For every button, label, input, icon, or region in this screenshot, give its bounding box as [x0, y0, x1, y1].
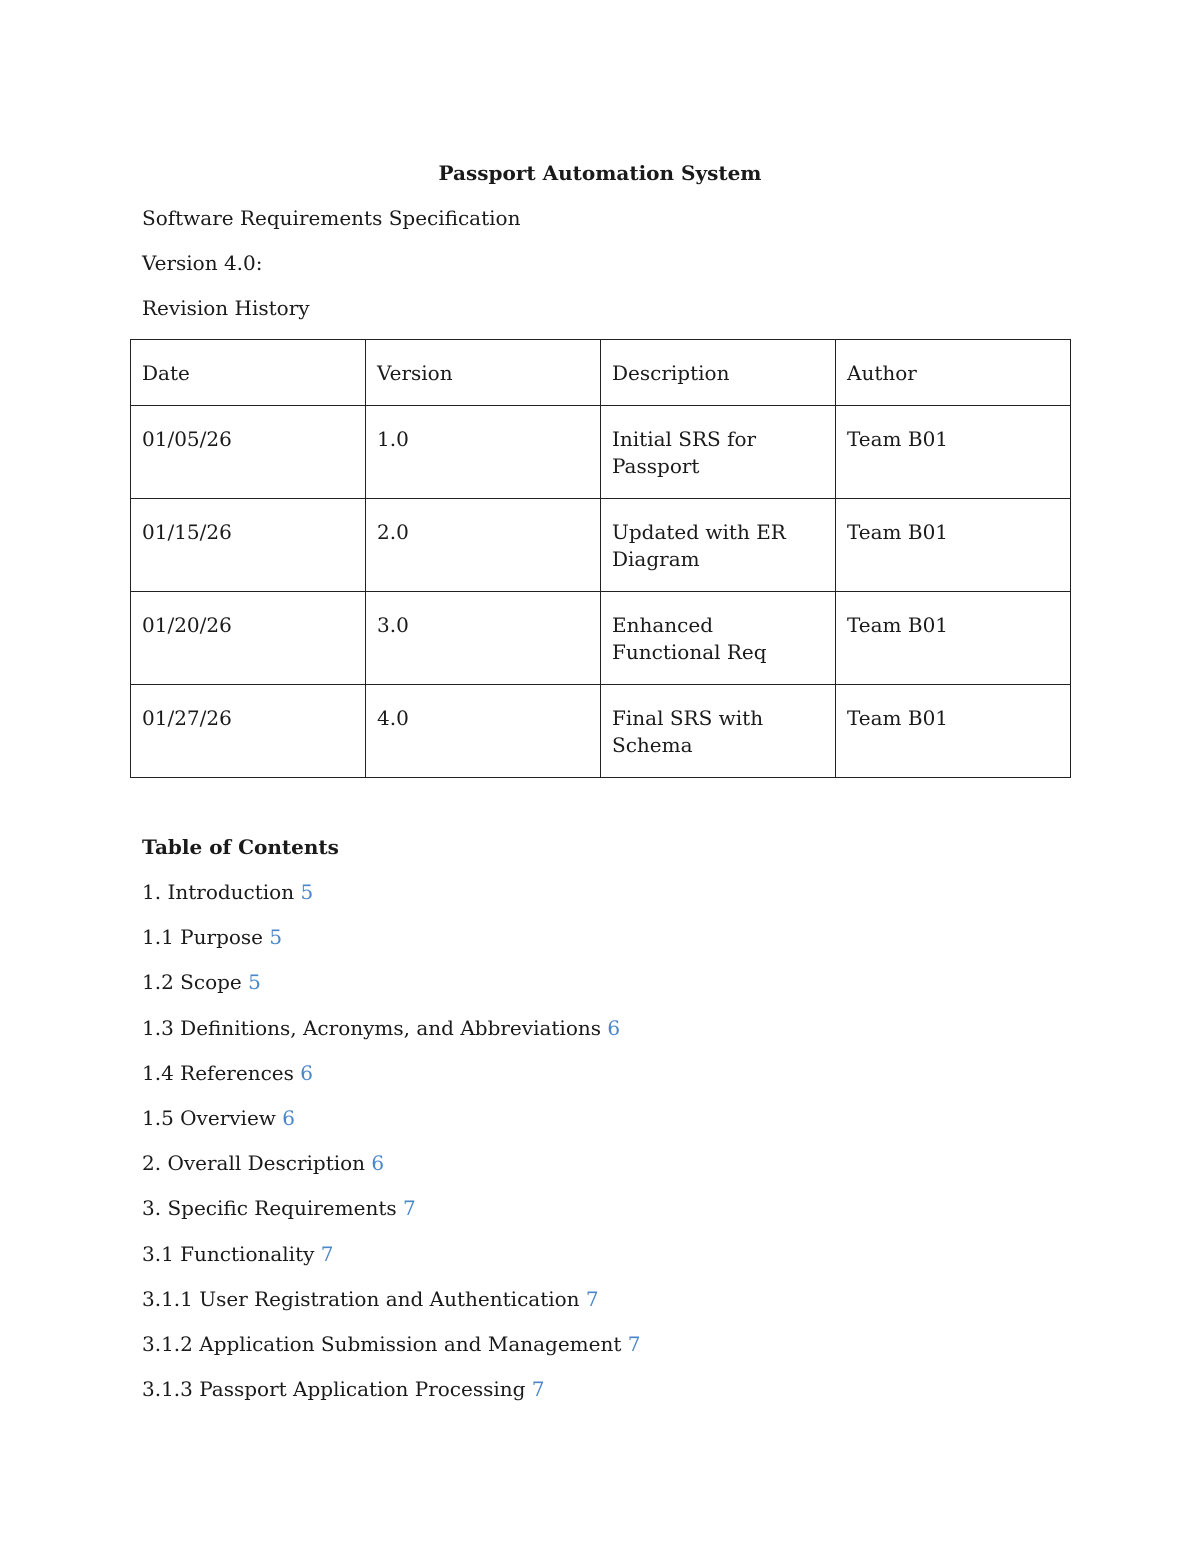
toc-page-link[interactable]: 6 — [607, 1015, 621, 1040]
cell-author: Team B01 — [836, 685, 1071, 778]
toc-page-link[interactable]: 6 — [371, 1151, 385, 1176]
toc-page-link[interactable]: 5 — [248, 970, 261, 995]
cell-author: Team B01 — [836, 406, 1071, 499]
header-description: Description — [601, 340, 836, 406]
toc-entry[interactable] — [142, 1103, 641, 1148]
toc-entry-label: 3.1.2 Application Submission and Management — [142, 1331, 622, 1356]
toc-entry[interactable] — [142, 967, 641, 1012]
cell-version: 3.0 — [366, 592, 601, 685]
header-version: Version — [366, 340, 601, 406]
toc-entry-label: 1.4 References — [142, 1060, 294, 1085]
revision-history-label: Revision History — [142, 296, 310, 320]
toc-page-link[interactable]: 5 — [269, 925, 283, 950]
header-date: Date — [131, 340, 366, 406]
revision-history-table — [130, 339, 1071, 778]
toc-page-link[interactable]: 6 — [282, 1105, 295, 1130]
toc-page-link[interactable]: 5 — [300, 880, 314, 904]
toc-page-link[interactable]: 7 — [531, 1377, 545, 1402]
toc-entry-label: 1.1 Purpose — [142, 925, 264, 950]
toc-heading: Table of Contents — [142, 835, 339, 859]
toc-entry-label: 3. Specific Requirements — [142, 1196, 397, 1221]
toc-entry[interactable] — [142, 1329, 641, 1374]
toc-entry-label: 1. Introduction — [142, 880, 295, 904]
cell-date: 01/05/26 — [131, 406, 366, 499]
toc-entry[interactable] — [142, 1374, 641, 1419]
cell-date: 01/20/26 — [131, 592, 366, 685]
cell-description: Enhanced Functional Req — [601, 592, 836, 685]
toc-entry[interactable] — [142, 1284, 641, 1329]
table-row — [131, 406, 1071, 499]
toc-entry-label: 3.1.1 User Registration and Authentication — [142, 1286, 580, 1311]
toc-entry[interactable] — [142, 1239, 641, 1284]
toc-page-link[interactable]: 7 — [320, 1241, 334, 1266]
toc-entry-label: 3.1.3 Passport Application Processing — [142, 1377, 526, 1402]
toc-entry[interactable] — [142, 922, 641, 967]
table-row — [131, 592, 1071, 685]
cell-description: Updated with ER Diagram — [601, 499, 836, 592]
toc-entry[interactable] — [142, 1148, 641, 1193]
toc-entry[interactable] — [142, 877, 641, 922]
table-row — [131, 685, 1071, 778]
toc-entry[interactable] — [142, 1193, 641, 1238]
toc-entry-label: 1.3 Definitions, Acronyms, and Abbreviations — [142, 1015, 602, 1040]
toc-entry-label: 2. Overall Description — [142, 1151, 366, 1176]
table-header-row — [131, 340, 1071, 406]
toc-entry-label: 3.1 Functionality — [142, 1241, 315, 1266]
toc-page-link[interactable]: 6 — [300, 1060, 313, 1085]
toc-entry-label: 1.5 Overview — [142, 1105, 276, 1130]
toc-entry-label: 1.2 Scope — [142, 970, 242, 995]
toc-entry[interactable] — [142, 1013, 641, 1058]
header-author: Author — [836, 340, 1071, 406]
cell-author: Team B01 — [836, 592, 1071, 685]
table-row — [131, 499, 1071, 592]
toc-entry[interactable] — [142, 1058, 641, 1103]
cell-version: 2.0 — [366, 499, 601, 592]
toc-page-link[interactable]: 7 — [627, 1331, 641, 1356]
version-line: Version 4.0: — [142, 251, 263, 275]
cell-date: 01/27/26 — [131, 685, 366, 778]
cell-date: 01/15/26 — [131, 499, 366, 592]
cell-version: 4.0 — [366, 685, 601, 778]
cell-author: Team B01 — [836, 499, 1071, 592]
document-subtitle: Software Requirements Specification — [142, 206, 521, 230]
document-title: Passport Automation System — [438, 161, 762, 185]
toc-page-link[interactable]: 7 — [585, 1286, 599, 1311]
cell-description: Initial SRS for Passport — [601, 406, 836, 499]
cell-description: Final SRS with Schema — [601, 685, 836, 778]
toc-page-link[interactable]: 7 — [403, 1196, 416, 1221]
table-of-contents — [142, 877, 641, 1419]
cell-version: 1.0 — [366, 406, 601, 499]
